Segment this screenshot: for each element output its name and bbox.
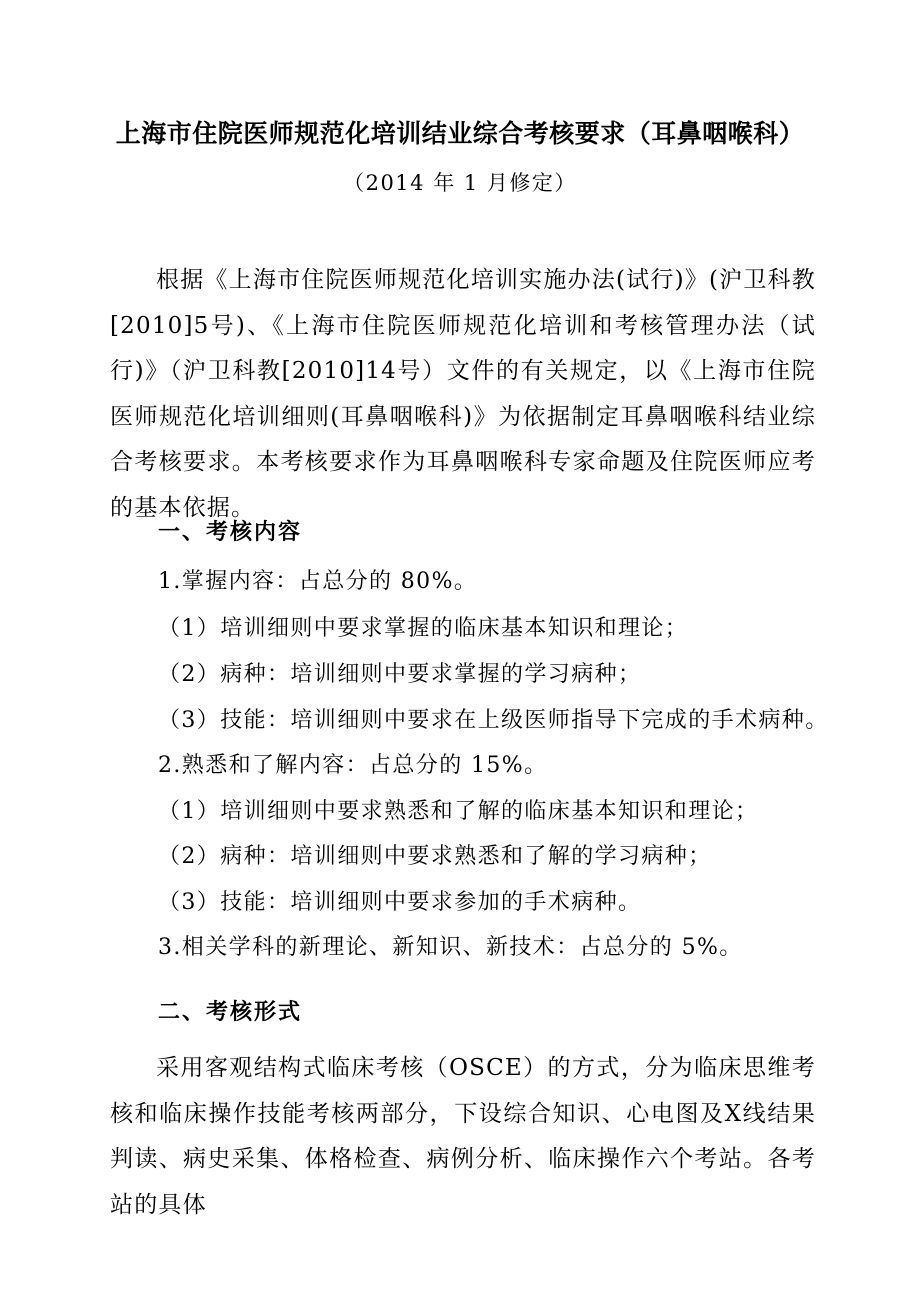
document-subtitle: （2014 年 1 月修定）: [343, 171, 577, 195]
list-item: 2.熟悉和了解内容：占总分的 15%。: [158, 753, 548, 778]
document-title: 上海市住院医师规范化培训结业综合考核要求（耳鼻咽喉科）: [115, 119, 805, 148]
list-item: （3）技能：培训细则中要求在上级医师指导下完成的手术病种。: [158, 708, 829, 733]
list-item: （1）培训细则中要求熟悉和了解的临床基本知识和理论；: [158, 799, 759, 824]
list-item: （2）病种：培训细则中要求熟悉和了解的学习病种；: [158, 844, 712, 869]
intro-paragraph: 根据《上海市住院医师规范化培训实施办法(试行)》(沪卫科教[2010]5号)、《上海市住院医师规范化培训和考核管理办法（试行)》（沪卫科教[2010]14号）文件的有关规定，以《上海市住院医师规范化培训细则(耳鼻咽喉科)》为依据制定耳鼻咽喉科结业综合考核要求。本考核要求作为耳鼻咽喉科专家命题及住院医师应考的基本依据。: [110, 267, 816, 521]
list-item: （1）培训细则中要求掌握的临床基本知识和理论；: [158, 616, 689, 641]
format-paragraph: 采用客观结构式临床考核（OSCE）的方式，分为临床思维考核和临床操作技能考核两部分，下设综合知识、心电图及X线结果判读、病史采集、体格检查、病例分析、临床操作六个考站。各考站的具体: [110, 1055, 816, 1218]
section-heading-format: 二、考核形式: [158, 1000, 303, 1025]
section-heading-content: 一、考核内容: [158, 520, 303, 545]
list-item: 1.掌握内容：占总分的 80%。: [158, 569, 478, 594]
list-item: 3.相关学科的新理论、新知识、新技术：占总分的 5%。: [158, 935, 743, 960]
list-item: （3）技能：培训细则中要求参加的手术病种。: [158, 890, 642, 915]
list-item: （2）病种：培训细则中要求掌握的学习病种；: [158, 662, 642, 687]
